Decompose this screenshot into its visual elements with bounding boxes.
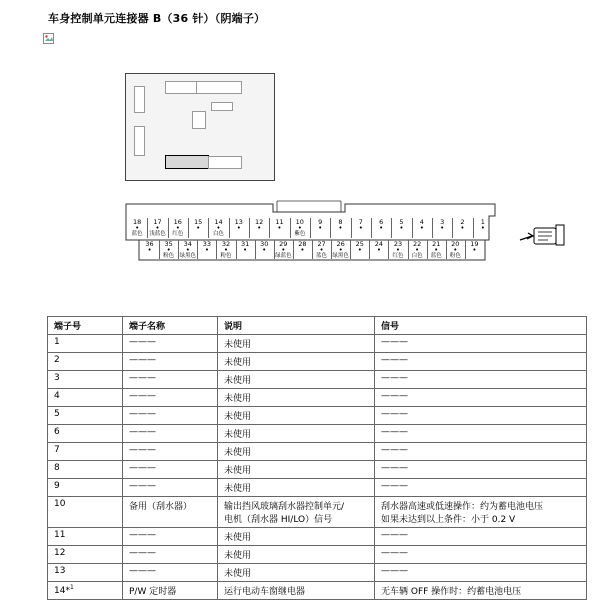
pin-dot: • — [185, 246, 190, 254]
pin-separator — [168, 218, 169, 238]
pin-dot: • — [434, 246, 439, 254]
connector-pin — [168, 219, 188, 237]
terminal-name-cell: ——— — [123, 425, 218, 443]
pin-dot: • — [453, 246, 458, 254]
pin-separator — [229, 218, 230, 238]
connector-pin — [446, 241, 465, 259]
signal-cell: 刮水器高速或低速操作：约为蓄电池电压 如果未达到以上条件：小于 0.2 V — [375, 497, 587, 528]
table-row — [48, 582, 587, 600]
signal-cell: ——— — [375, 479, 587, 497]
table-row — [48, 461, 587, 479]
signal-cell: 无车辆 OFF 操作时：约蓄电池电压 — [375, 582, 587, 600]
terminal-name-cell: ——— — [123, 407, 218, 425]
terminal-no-cell: 10 — [48, 497, 123, 528]
signal-cell: ——— — [375, 425, 587, 443]
terminal-no-cell: 6 — [48, 425, 123, 443]
pin-wire-color: 粉色 — [220, 253, 232, 259]
description-cell: 未使用 — [218, 546, 375, 564]
table-row — [48, 371, 587, 389]
pin-wire-color: 浅蓝色 — [149, 231, 166, 237]
pin-dot: • — [155, 224, 160, 232]
connector-pin — [432, 219, 452, 231]
pin-separator — [432, 218, 433, 238]
broken-image-icon — [43, 33, 56, 45]
terminal-no-cell: 2 — [48, 353, 123, 371]
terminal-name-cell: 备用（刮水器） — [123, 497, 218, 528]
pin-number: 36 — [145, 240, 154, 248]
pin-number: 20 — [451, 240, 460, 248]
connector-pin — [388, 241, 407, 259]
pin-number: 15 — [194, 218, 203, 226]
description-cell: 未使用 — [218, 335, 375, 353]
connector-pin — [371, 219, 391, 231]
pin-dot: • — [257, 224, 262, 232]
terminal-no-cell: 1 — [48, 335, 123, 353]
pin-dot: • — [262, 246, 267, 254]
pin-number: 23 — [393, 240, 403, 248]
pin-dot: • — [243, 246, 248, 254]
pin-separator — [290, 218, 291, 238]
signal-cell: ——— — [375, 353, 587, 371]
pin-dot: • — [358, 224, 363, 232]
signal-cell: ——— — [375, 407, 587, 425]
pin-separator — [159, 240, 160, 259]
pin-separator — [330, 218, 331, 238]
header-description: 说明 — [218, 317, 375, 335]
pin-dot: • — [338, 246, 343, 254]
pin-number: 33 — [202, 240, 212, 248]
terminal-name-cell: ——— — [123, 564, 218, 582]
connector-pin — [140, 241, 159, 253]
pin-dot: • — [216, 224, 221, 232]
table-header-row — [48, 317, 587, 335]
pin-dot: • — [399, 224, 404, 232]
pin-wire-color: 白色 — [212, 231, 224, 237]
connector-pin — [208, 219, 228, 237]
pin-number: 2 — [460, 218, 465, 226]
terminal-no-cell: 3 — [48, 371, 123, 389]
table-row — [48, 564, 587, 582]
terminal-no-cell: 7 — [48, 443, 123, 461]
pin-dot: • — [357, 246, 362, 254]
pin-number: 9 — [318, 218, 323, 226]
pin-number: 28 — [298, 240, 307, 248]
terminal-no-cell: 13 — [48, 564, 123, 582]
pin-separator — [269, 218, 270, 238]
connector-pin — [188, 219, 208, 231]
terminal-no-cell: 14*$^1$ — [48, 582, 123, 600]
pin-separator — [178, 240, 179, 259]
table-row — [48, 389, 587, 407]
pin-number: 17 — [153, 218, 162, 226]
pin-dot: • — [277, 224, 282, 232]
connector-pin — [351, 219, 371, 231]
signal-cell: ——— — [375, 546, 587, 564]
terminal-no-cell: 12 — [48, 546, 123, 564]
pin-number: 4 — [419, 218, 424, 226]
connector-pin — [293, 241, 312, 253]
pin-number: 24 — [374, 240, 384, 248]
connector-pins — [125, 200, 497, 262]
pin-separator — [351, 218, 352, 238]
connector-pin — [147, 219, 167, 237]
terminal-name-cell: ——— — [123, 461, 218, 479]
pin-separator — [388, 240, 389, 259]
pin-separator — [331, 240, 332, 259]
pin-number: 13 — [234, 218, 243, 226]
description-cell: 未使用 — [218, 443, 375, 461]
pin-separator — [197, 240, 198, 259]
control-unit-locator — [125, 73, 275, 181]
pin-separator — [312, 240, 313, 259]
pin-dot: • — [472, 246, 477, 254]
pin-number: 12 — [255, 218, 264, 226]
pin-dot: • — [460, 224, 465, 232]
description-cell: 未使用 — [218, 371, 375, 389]
pin-number: 6 — [379, 218, 384, 226]
pin-number: 29 — [279, 240, 288, 248]
pin-separator — [208, 218, 209, 238]
table-row — [48, 425, 587, 443]
connector-pin — [369, 241, 388, 253]
pin-number: 18 — [133, 218, 142, 226]
signal-cell: ——— — [375, 389, 587, 407]
pin-dot: • — [440, 224, 445, 232]
pin-number: 26 — [336, 240, 345, 248]
terminal-name-cell: ——— — [123, 546, 218, 564]
connector-pin — [452, 219, 472, 231]
pin-number: 10 — [295, 218, 304, 226]
pin-dot: • — [395, 246, 401, 254]
header-terminal-no: 端子号 — [48, 317, 123, 335]
table-row — [48, 528, 587, 546]
pin-number: 1 — [480, 218, 485, 226]
pin-dot: • — [376, 246, 381, 254]
pin-wire-color: 粉色 — [163, 253, 175, 259]
connector-pin — [412, 219, 432, 231]
connector-pin — [350, 241, 369, 253]
pin-number: 11 — [275, 218, 284, 226]
pin-dot: • — [318, 224, 323, 232]
pin-separator — [452, 218, 453, 238]
pin-dot: • — [415, 246, 420, 254]
connector-pin — [310, 219, 330, 231]
pin-wire-color: 红色 — [392, 253, 404, 259]
page-title: 车身控制单元连接器 B（36 针）（阴端子） — [48, 12, 266, 25]
table-row — [48, 497, 587, 528]
signal-cell: ——— — [375, 371, 587, 389]
pin-dot: • — [300, 246, 305, 254]
pin-separator — [391, 218, 392, 238]
pin-separator — [293, 240, 294, 259]
connector-pin — [330, 219, 350, 231]
connector-pin — [473, 219, 493, 231]
signal-cell: ——— — [375, 528, 587, 546]
pin-number: 21 — [432, 240, 441, 248]
pin-number: 27 — [317, 240, 326, 248]
pin-dot: • — [319, 246, 324, 254]
pin-separator — [236, 240, 237, 259]
pin-number: 7 — [358, 218, 363, 226]
table-row — [48, 443, 587, 461]
pin-wire-color: 红色 — [172, 231, 184, 237]
pin-separator — [255, 240, 256, 259]
terminal-no-cell: 11 — [48, 528, 123, 546]
pin-number: 31 — [240, 240, 250, 248]
pin-wire-color: 绿黑色 — [332, 253, 349, 259]
table-row — [48, 479, 587, 497]
description-cell: 未使用 — [218, 479, 375, 497]
connector-pin — [216, 241, 235, 259]
pin-number: 16 — [173, 218, 182, 226]
description-cell: 未使用 — [218, 425, 375, 443]
table-row — [48, 335, 587, 353]
header-terminal-name: 端子名称 — [123, 317, 218, 335]
description-cell: 未使用 — [218, 461, 375, 479]
description-cell: 输出挡风玻璃刮水器控制单元/ 电机（刮水器 HI/LO）信号 — [218, 497, 375, 528]
pin-separator — [188, 218, 189, 238]
pin-wire-color: 蓝色 — [430, 253, 442, 259]
pin-separator — [465, 240, 466, 259]
description-cell: 运行电动车窗继电器 — [218, 582, 375, 600]
terminal-no-cell: 4 — [48, 389, 123, 407]
terminal-name-cell: ——— — [123, 479, 218, 497]
pin-dot: • — [166, 246, 171, 254]
pin-separator — [412, 218, 413, 238]
pin-number: 34 — [183, 240, 192, 248]
table-row — [48, 407, 587, 425]
connector-pin — [274, 241, 293, 259]
pin-separator — [147, 218, 148, 238]
pin-dot: • — [196, 224, 201, 232]
connector-pin — [427, 241, 446, 259]
signal-cell: ——— — [375, 443, 587, 461]
connector-pin — [159, 241, 178, 259]
description-cell: 未使用 — [218, 353, 375, 371]
pin-separator — [350, 240, 351, 259]
connector-pin — [465, 241, 484, 253]
pin-number: 32 — [221, 240, 231, 248]
pin-dot: • — [419, 224, 424, 232]
table-row — [48, 546, 587, 564]
description-cell: 未使用 — [218, 564, 375, 582]
pin-dot: • — [480, 224, 485, 232]
connector-pin — [391, 219, 411, 231]
pin-wire-color: 白色 — [411, 253, 423, 259]
pin-wire-color: 粉色 — [449, 253, 461, 259]
connector-pin — [127, 219, 147, 237]
pin-dot: • — [223, 246, 229, 254]
pin-wire-color: 蓝色 — [131, 231, 143, 237]
connector-pin — [178, 241, 197, 259]
connector-b-highlight — [165, 155, 209, 169]
pin-number: 35 — [164, 240, 173, 248]
pin-number: 22 — [412, 240, 422, 248]
connector-pin — [229, 219, 249, 231]
connector-pin — [269, 219, 289, 231]
pin-number: 25 — [355, 240, 364, 248]
pin-separator — [408, 240, 409, 259]
pin-wire-color: 绿黑色 — [179, 253, 197, 259]
terminal-name-cell: ——— — [123, 528, 218, 546]
connector-pin — [290, 219, 310, 237]
pin-number: 19 — [470, 240, 479, 248]
pin-dot: • — [281, 246, 286, 254]
connector-pin — [197, 241, 216, 253]
pin-separator — [371, 218, 372, 238]
signal-cell: ——— — [375, 461, 587, 479]
pin-wire-color: 绿蓝色 — [275, 253, 292, 259]
table-row — [48, 353, 587, 371]
pin-separator — [446, 240, 447, 259]
pin-separator — [216, 240, 217, 259]
pin-number: 8 — [338, 218, 343, 226]
terminal-table — [47, 316, 587, 600]
terminal-name-cell: ——— — [123, 335, 218, 353]
pin-dot: • — [236, 224, 241, 232]
pin-wire-color: 紫色 — [294, 231, 306, 237]
pin-separator — [249, 218, 250, 238]
terminal-no-cell: 8 — [48, 461, 123, 479]
pin-separator — [274, 240, 275, 259]
connector-pin — [408, 241, 427, 259]
terminal-no-cell: 5 — [48, 407, 123, 425]
pin-separator — [310, 218, 311, 238]
connector-pin — [249, 219, 269, 231]
connector-pin — [312, 241, 331, 259]
pin-dot: • — [297, 224, 302, 232]
pin-dot: • — [379, 224, 384, 232]
pin-dot: • — [135, 224, 140, 232]
signal-cell: ——— — [375, 564, 587, 582]
pin-separator — [473, 218, 474, 238]
pin-number: 14 — [214, 218, 223, 226]
connector-pin — [255, 241, 274, 253]
terminal-name-cell: ——— — [123, 389, 218, 407]
pin-dot: • — [338, 224, 343, 232]
terminal-name-cell: ——— — [123, 443, 218, 461]
pin-number: 5 — [399, 218, 404, 226]
terminal-no-cell: 9 — [48, 479, 123, 497]
description-cell: 未使用 — [218, 528, 375, 546]
pin-separator — [369, 240, 370, 259]
pin-wire-color: 蓝色 — [316, 253, 328, 259]
header-signal: 信号 — [375, 317, 587, 335]
pin-number: 30 — [260, 240, 269, 248]
pin-dot: • — [147, 246, 152, 254]
pin-separator — [427, 240, 428, 259]
connector-pin — [331, 241, 350, 259]
pin-dot: • — [204, 246, 209, 254]
connector-pin — [236, 241, 255, 253]
signal-cell: ——— — [375, 335, 587, 353]
description-cell: 未使用 — [218, 407, 375, 425]
terminal-name-cell: ——— — [123, 353, 218, 371]
pin-number: 3 — [440, 218, 445, 226]
description-cell: 未使用 — [218, 389, 375, 407]
terminal-name-cell: ——— — [123, 371, 218, 389]
connector-hand-icon — [518, 222, 568, 252]
terminal-name-cell: P/W 定时器 — [123, 582, 218, 600]
pin-dot: • — [175, 224, 180, 232]
